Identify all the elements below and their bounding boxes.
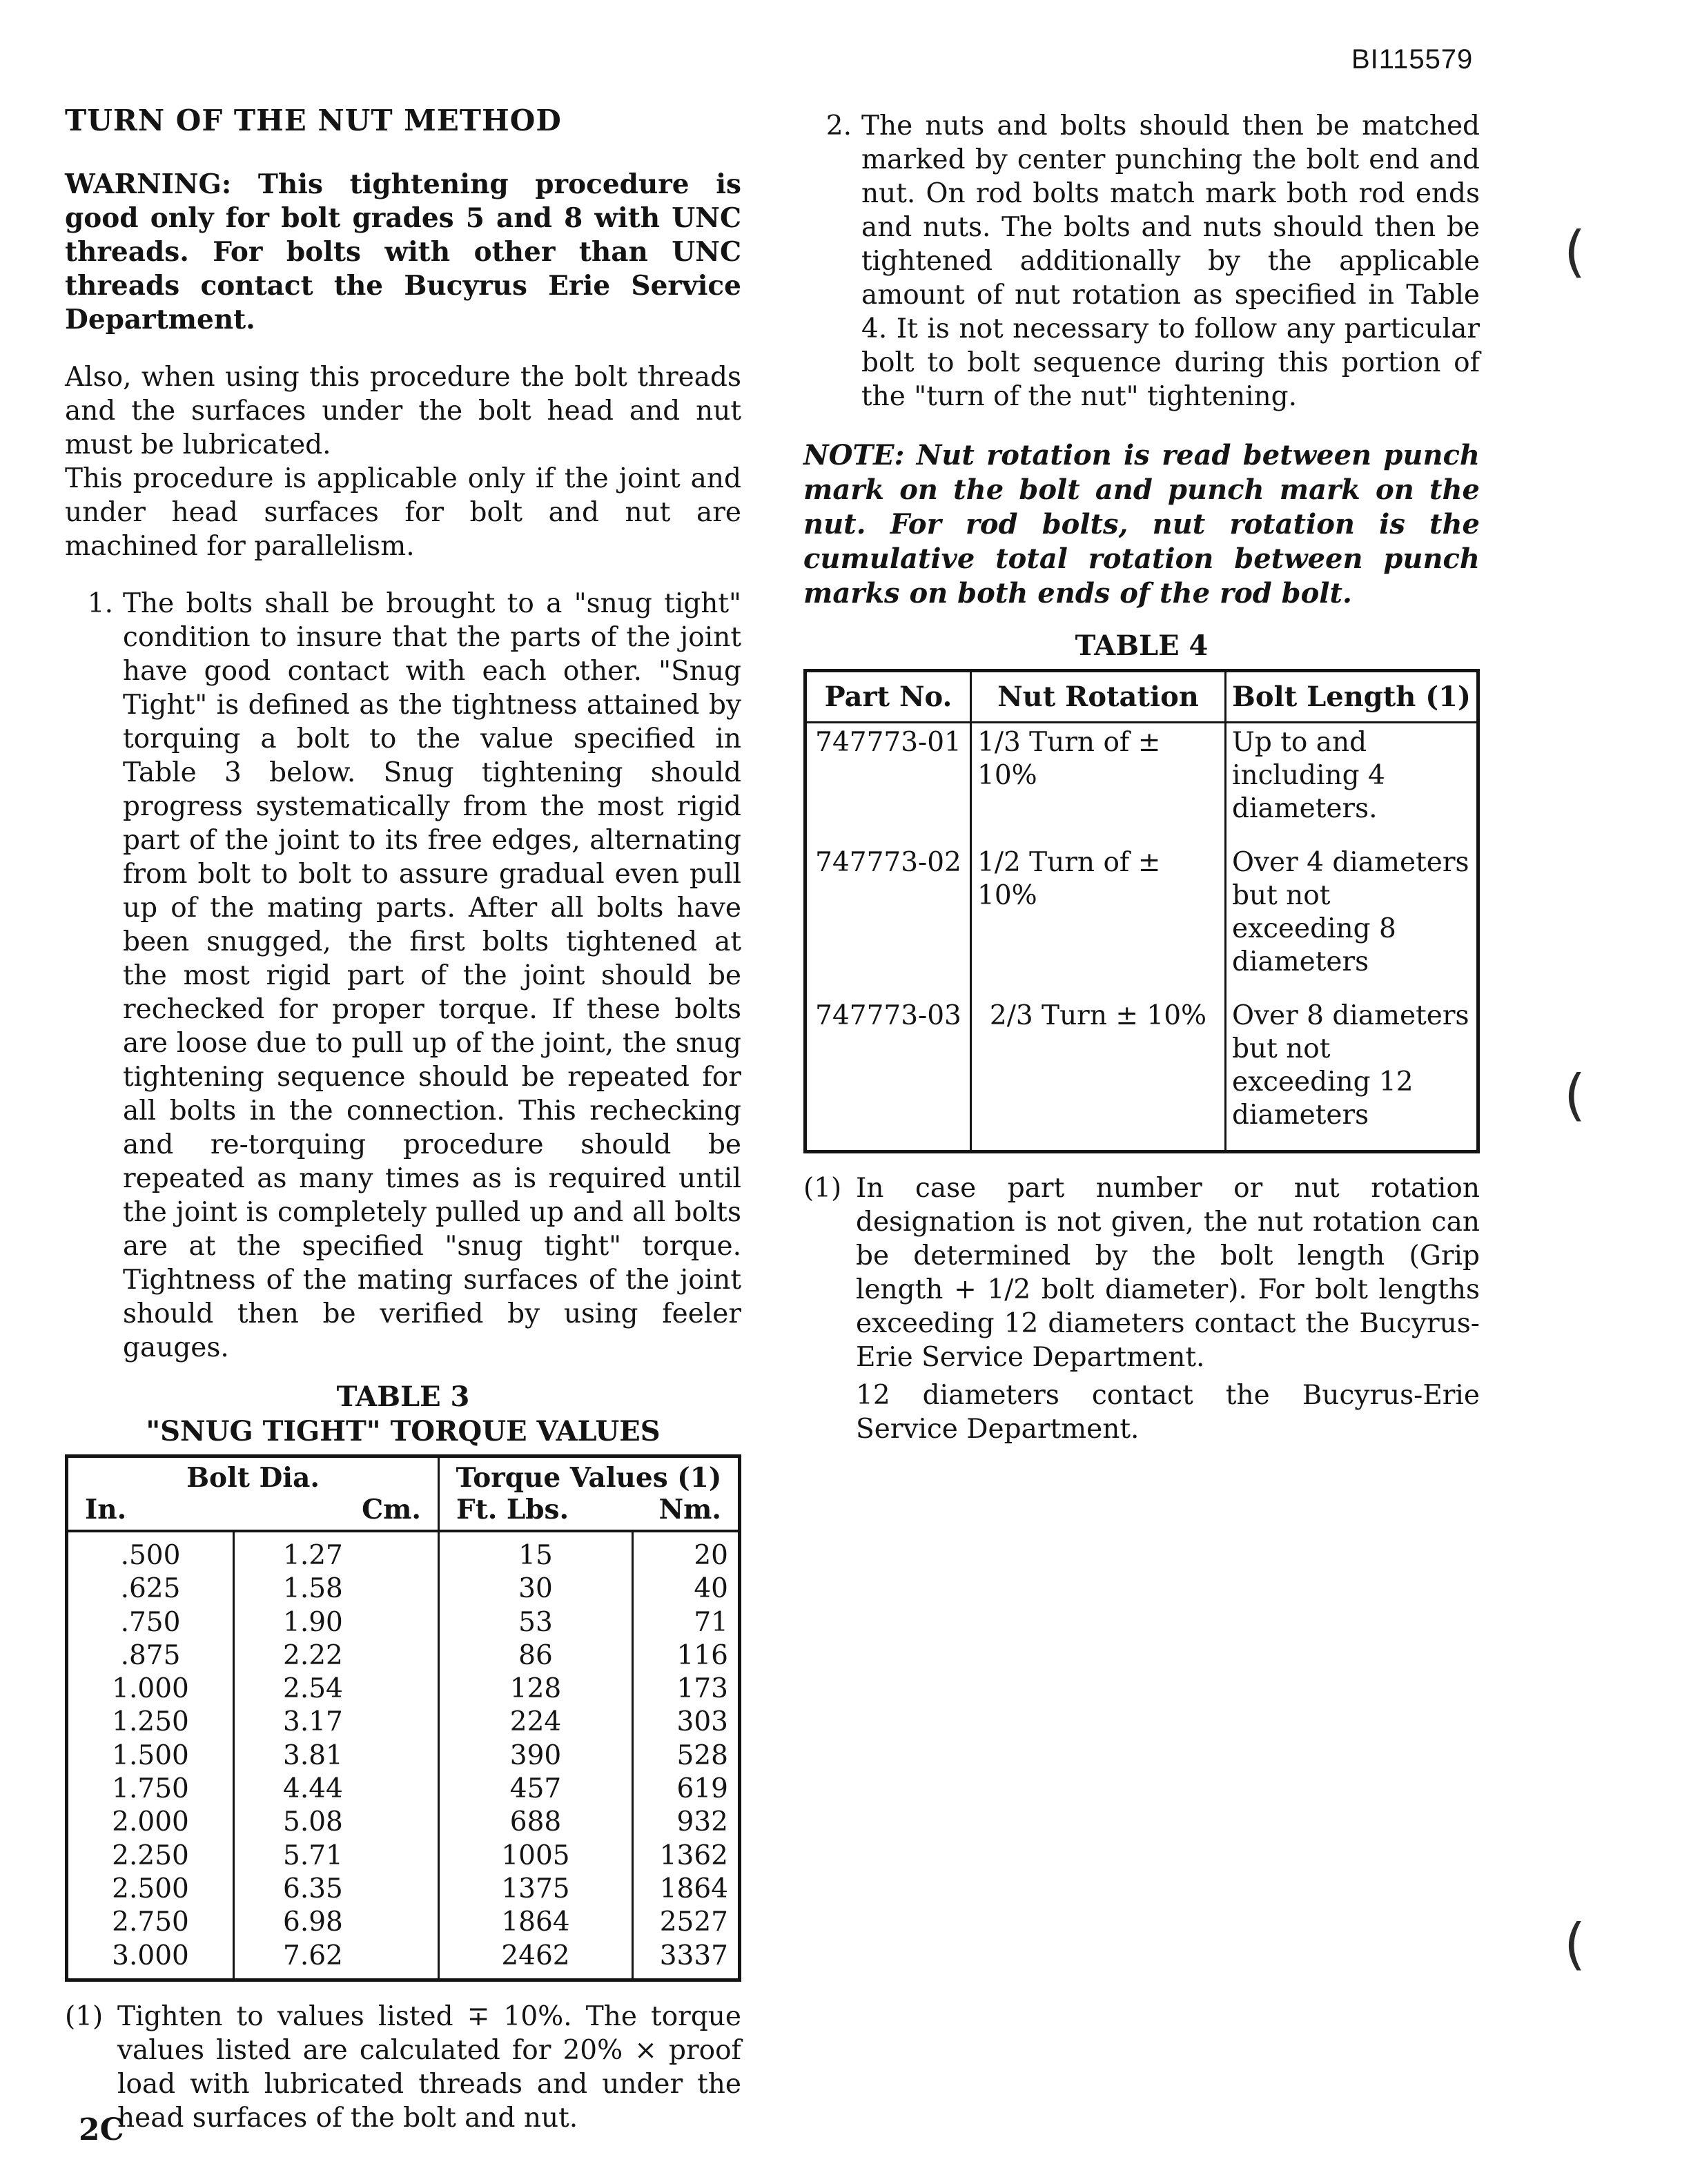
bolt-dia-cm: 1.27 <box>234 1531 439 1572</box>
right-column <box>803 109 1480 1446</box>
col-rotation-header: Nut Rotation <box>971 671 1226 723</box>
torque-nm: 528 <box>676 1739 728 1771</box>
table-row <box>67 1773 740 1806</box>
table-row <box>67 1940 740 1980</box>
bolt-dia-header <box>67 1456 439 1532</box>
part-number: 747773-03 <box>805 997 971 1152</box>
bolt-dia-cm: 2.22 <box>234 1639 439 1673</box>
part-number: 747773-02 <box>805 844 971 997</box>
table-row <box>67 1806 740 1839</box>
bolt-dia-in: .750 <box>67 1606 234 1639</box>
left-column <box>65 104 741 2135</box>
bolt-dia-group-label: Bolt Dia. <box>186 1462 320 1494</box>
bolt-dia-in: 1.750 <box>67 1773 234 1806</box>
bolt-dia-cm: 5.71 <box>234 1840 439 1873</box>
bolt-dia-in: 1.000 <box>67 1673 234 1706</box>
bolt-dia-cm: 2.54 <box>234 1673 439 1706</box>
col-ft-header: Ft. Lbs. <box>456 1494 569 1525</box>
torque-ft-lbs: 30 <box>439 1572 633 1606</box>
bolt-length: Up to and including 4 diameters. <box>1232 727 1385 824</box>
nut-rotation: 1/2 Turn of ± 10% <box>971 844 1226 997</box>
nut-rotation: 1/3 Turn of ± 10% <box>971 723 1226 844</box>
section-title: TURN OF THE NUT METHOD <box>65 104 562 137</box>
col-part-header: Part No. <box>805 671 971 723</box>
torque-nm: 1362 <box>659 1840 728 1871</box>
torque-values-header <box>439 1456 740 1532</box>
table-row <box>67 1606 740 1639</box>
step-2-number: 2. <box>825 110 852 142</box>
torque-ft-lbs: 1005 <box>439 1840 633 1873</box>
table-row <box>67 1706 740 1739</box>
torque-nm: 932 <box>676 1806 728 1838</box>
bolt-dia-cm: 7.62 <box>234 1940 439 1980</box>
table4-caption: TABLE 4 <box>1075 630 1209 662</box>
bolt-length: Over 8 diameters but not exceeding 12 diameters <box>1232 1000 1469 1131</box>
bolt-dia-in: 1.250 <box>67 1706 234 1739</box>
bolt-dia-in: 2.000 <box>67 1806 234 1839</box>
step-1 <box>65 587 741 1365</box>
bolt-dia-cm: 6.98 <box>234 1906 439 1939</box>
bolt-dia-in: 1.500 <box>67 1739 234 1773</box>
torque-table-body <box>67 1531 740 1980</box>
table-row <box>805 844 1478 997</box>
torque-nm: 303 <box>676 1706 728 1738</box>
bolt-dia-cm: 3.81 <box>234 1739 439 1773</box>
bolt-length: Over 4 diameters but not exceeding 8 diameters <box>1232 847 1469 977</box>
torque-nm: 3337 <box>659 1940 728 1971</box>
table3-footnote-text: Tighten to values listed ∓ 10%. The torque values listed are calculated for 20% × proof load with lubricated threads and under the head surfaces of the bolt and nut. <box>117 2000 741 2134</box>
torque-nm: 1864 <box>659 1873 728 1904</box>
torque-ft-lbs: 1864 <box>439 1906 633 1939</box>
page-number: 2C <box>79 2112 124 2147</box>
nut-rotation: 2/3 Turn ± 10% <box>971 997 1226 1152</box>
torque-ft-lbs: 128 <box>439 1673 633 1706</box>
table-row <box>67 1531 740 1572</box>
torque-nm: 40 <box>694 1573 728 1605</box>
table-row <box>805 997 1478 1152</box>
bolt-dia-in: 2.500 <box>67 1873 234 1906</box>
torque-ft-lbs: 86 <box>439 1639 633 1673</box>
table-row <box>67 1840 740 1873</box>
bolt-dia-cm: 1.90 <box>234 1606 439 1639</box>
torque-ft-lbs: 457 <box>439 1773 633 1806</box>
col-nm-header: Nm. <box>658 1494 721 1525</box>
torque-ft-lbs: 224 <box>439 1706 633 1739</box>
part-number: 747773-01 <box>805 723 971 844</box>
nut-rotation-table-body <box>805 723 1478 1152</box>
step-2 <box>803 109 1480 413</box>
nut-rotation-table <box>803 669 1480 1153</box>
torque-nm: 116 <box>676 1639 728 1671</box>
torque-ft-lbs: 1375 <box>439 1873 633 1906</box>
bolt-dia-cm: 5.08 <box>234 1806 439 1839</box>
bolt-dia-cm: 3.17 <box>234 1706 439 1739</box>
torque-ft-lbs: 390 <box>439 1739 633 1773</box>
col-in-header: In. <box>85 1494 127 1525</box>
table3-footnote-mark: (1) <box>65 2000 104 2032</box>
table3-subtitle: "SNUG TIGHT" TORQUE VALUES <box>146 1415 661 1447</box>
torque-nm: 619 <box>676 1773 728 1805</box>
col-cm-header: Cm. <box>362 1494 421 1525</box>
bolt-dia-in: .625 <box>67 1572 234 1606</box>
torque-ft-lbs: 688 <box>439 1806 633 1839</box>
torque-nm: 20 <box>694 1540 728 1571</box>
table-row <box>67 1873 740 1906</box>
table-row <box>67 1673 740 1706</box>
table4-footnote <box>803 1171 1480 1446</box>
torque-group-label: Torque Values (1) <box>456 1462 722 1494</box>
col-length-header: Bolt Length (1) <box>1226 671 1478 723</box>
step-1-number: 1. <box>87 588 113 619</box>
table4-footnote-text: In case part number or nut rotation designation is not given, the nut rotation can be determined by the bolt length (Grip length + 1/2 bolt diameter). For bolt lengths exceeding 12 diameters contact the Bucyrus-Erie Service Department. <box>856 1173 1480 1373</box>
bolt-dia-in: 2.250 <box>67 1840 234 1873</box>
lubrication-paragraph: Also, when using this procedure the bolt threads and the surfaces under the bolt head and nut must be lubricated. <box>65 362 741 460</box>
bolt-dia-in: 2.750 <box>67 1906 234 1939</box>
margin-mark: ( <box>1564 220 1586 284</box>
table4-footnote-mark: (1) <box>803 1173 842 1204</box>
margin-mark: ( <box>1564 1063 1586 1127</box>
table3-caption: TABLE 3 <box>336 1381 470 1413</box>
torque-values-table <box>65 1454 741 1982</box>
torque-nm: 2527 <box>659 1907 728 1938</box>
table-row <box>67 1739 740 1773</box>
margin-mark: ( <box>1564 1912 1586 1976</box>
table4-footnote-repeat: 12 diameters contact the Bucyrus-Erie Service Department. <box>856 1380 1480 1445</box>
table3-footnote <box>65 2000 741 2135</box>
step-1-text: The bolts shall be brought to a "snug tight" condition to insure that the parts of the joint have good contact with each other. "Snug Tight" is defined as the tightness attained by torquing a bolt to the value specified in Table 3 below. Snug tightening should progress systematically from the most rigid part of the joint to its free edges, alternating from bolt to bolt to assure gradual even pull up of the mating parts. After all bolts have been snugged, the first bolts tightened at the most rigid part of the joint should be rechecked for proper torque. If these bolts are loose due to pull up of the joint, the snug tightening sequence should be repeated for all bolts in the connection. This rechecking and re-torquing procedure should be repeated as many times as is required until the joint is completely pulled up and all bolts are at the specified "snug tight" torque. Tightness of the mating surfaces of the joint should then be verified by using feeler gauges. <box>123 588 741 1363</box>
bolt-dia-cm: 4.44 <box>234 1773 439 1806</box>
table-row <box>67 1906 740 1939</box>
document-id: BI115579 <box>1351 44 1474 75</box>
warning-paragraph: WARNING: This tightening procedure is good only for bolt grades 5 and 8 with UNC threads. For bolts with other than UNC threads contact the Bucyrus Erie Service Department. <box>65 168 741 335</box>
torque-nm: 71 <box>694 1606 728 1638</box>
bolt-dia-in: .875 <box>67 1639 234 1673</box>
applicability-paragraph: This procedure is applicable only if the joint and under head surfaces for bolt and nut are machined for parallelism. <box>65 463 741 562</box>
torque-ft-lbs: 15 <box>439 1531 633 1572</box>
bolt-dia-in: .500 <box>67 1531 234 1572</box>
step-2-text: The nuts and bolts should then be matched marked by center punching the bolt end and nut. On rod bolts match mark both rod ends and nuts. The bolts and nuts should then be tightened additionally by the applicable amount of nut rotation as specified in Table 4. It is not necessary to follow any particular bolt to bolt sequence during this portion of the "turn of the nut" tightening. <box>861 110 1480 412</box>
bolt-dia-in: 3.000 <box>67 1940 234 1980</box>
torque-ft-lbs: 2462 <box>439 1940 633 1980</box>
table-row <box>67 1572 740 1606</box>
note-paragraph: NOTE: Nut rotation is read between punch mark on the bolt and punch mark on the nut. For rod bolts, nut rotation is the cumulative total rotation between punch marks on both ends of the rod bolt. <box>803 439 1480 610</box>
table-row <box>67 1639 740 1673</box>
torque-ft-lbs: 53 <box>439 1606 633 1639</box>
bolt-dia-cm: 6.35 <box>234 1873 439 1906</box>
bolt-dia-cm: 1.58 <box>234 1572 439 1606</box>
torque-nm: 173 <box>676 1673 728 1705</box>
table-row <box>805 723 1478 844</box>
